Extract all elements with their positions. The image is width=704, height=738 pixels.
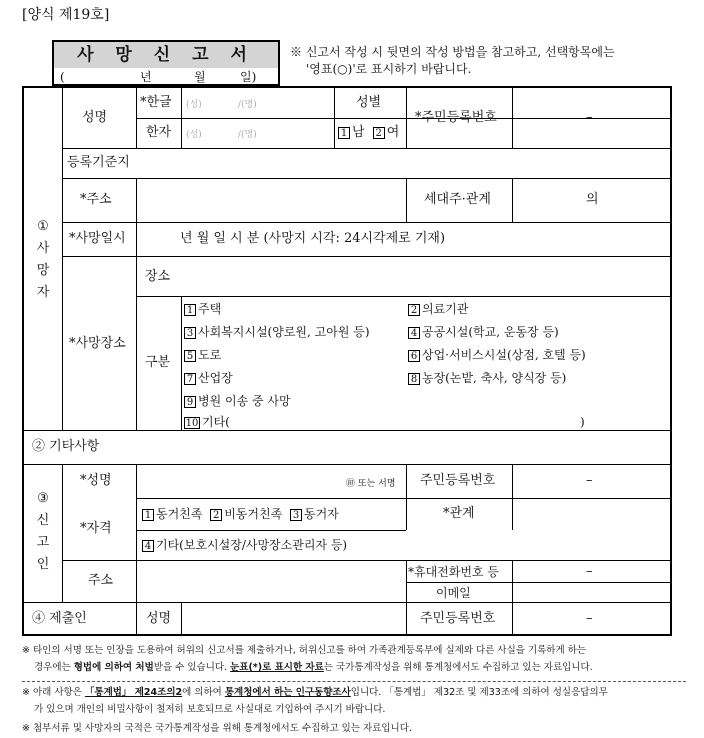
- phone-dash: –: [586, 564, 593, 579]
- death-time-input[interactable]: [138, 224, 670, 255]
- head-of-household-label: 세대주·관계: [424, 192, 491, 207]
- reporter-rrn-label: 주민등록번호: [420, 473, 496, 488]
- form-title: 사 망 신 고 서: [54, 42, 278, 68]
- form-table: [22, 86, 672, 636]
- qual-option-4[interactable]: 4 기타(보호시설장/사망장소관리자 등): [142, 537, 347, 553]
- reporter-address-label: 주소: [88, 573, 114, 588]
- head-of-household-input[interactable]: [514, 180, 670, 221]
- name-label: 성명: [82, 110, 108, 125]
- submitter-name-label: 성명: [146, 611, 172, 626]
- submitter-rrn-input[interactable]: [514, 604, 670, 635]
- submitter-label: ④ 제출인: [32, 611, 87, 626]
- place-option-6[interactable]: 6 상업·서비스시설(상점, 호텔 등): [408, 347, 586, 363]
- qual-option-1[interactable]: 1 동거친족: [142, 507, 202, 521]
- place-option-1[interactable]: 1 주택: [184, 301, 221, 317]
- address-input[interactable]: [138, 180, 404, 221]
- place-input[interactable]: [183, 258, 670, 295]
- section-deceased-label: ① 사 망 자: [36, 219, 50, 300]
- place-option-8[interactable]: 8 농장(논밭, 축사, 양식장 등): [408, 370, 566, 386]
- place-label: 장소: [145, 269, 171, 284]
- death-time-text: 년 월 일 시 분 (사망지 시각: 24시각제로 기재): [180, 231, 446, 246]
- date-month: 월: [194, 70, 206, 84]
- qual-option-3[interactable]: 3 동거자: [290, 507, 339, 521]
- footer-note-1: ※ 타인의 서명 또는 인장을 도용하여 허위의 신고서를 제출하거나, 허위신고를 하여 가족관계등록부에 실제와 다른 사실을 기록하게 하는 경우에는 형법에 의하여 처벌받을 수 있습니다. 눈표(*)로 표시한 자료는 국가통계작성을 위해 통계청에서도 수집하고 있는 자료입니다.: [22, 645, 593, 673]
- sex-options: [338, 125, 399, 141]
- reporter-name-input[interactable]: [138, 466, 338, 497]
- other-matters-input[interactable]: [138, 432, 670, 463]
- form-number: [양식 제19호]: [22, 7, 110, 23]
- date-paren-open: (: [60, 70, 65, 84]
- place-option-2[interactable]: 2 의료기관: [408, 301, 468, 317]
- other-matters-label: ② 기타사항: [32, 439, 100, 454]
- hangul-label: *한글: [140, 95, 172, 110]
- reporter-rrn-dash: –: [586, 473, 593, 488]
- head-suffix: 의: [586, 192, 599, 207]
- date-day: 일): [240, 70, 257, 84]
- reporter-name-label: *성명: [80, 473, 112, 488]
- sign-hint: ㊞ 또는 서명: [346, 479, 396, 489]
- rrn-label: *주민등록번호: [415, 110, 497, 125]
- hanja-surname-placeholder: (성): [186, 130, 202, 140]
- other-close-paren: ): [580, 415, 585, 429]
- title-date: [54, 68, 278, 86]
- title-box: [52, 40, 280, 86]
- registry-input[interactable]: [138, 150, 670, 177]
- submitter-rrn-dash: –: [586, 611, 593, 626]
- hanja-name-input[interactable]: [183, 120, 333, 147]
- hanja-given-placeholder: /(명): [238, 130, 257, 140]
- place-option-5[interactable]: 5 도로: [184, 347, 221, 363]
- sex-male-label: 남: [352, 125, 365, 140]
- email-label: 이메일: [436, 586, 471, 600]
- footer-divider: [22, 681, 686, 682]
- email-input[interactable]: [514, 584, 670, 601]
- relation-input[interactable]: [514, 500, 670, 529]
- relation-label: *관계: [443, 506, 475, 521]
- qual-option-2[interactable]: 2 비동거친족: [210, 507, 282, 521]
- death-time-label: *사망일시: [69, 231, 126, 246]
- phone-label: *휴대전화번호 등: [408, 565, 499, 579]
- submitter-rrn-label: 주민등록번호: [420, 611, 496, 626]
- sex-female-checkbox[interactable]: 2: [373, 127, 385, 139]
- hangul-given-placeholder: /(명): [238, 100, 257, 110]
- deceased-rrn-input[interactable]: [514, 90, 670, 146]
- notice-line-1: ※ 신고서 작성 시 뒷면의 작성 방법을 참고하고, 선택항목에는: [290, 45, 615, 59]
- rrn-dash: –: [586, 110, 593, 125]
- notice-line-2: '영표(○)'로 표시하기 바랍니다.: [306, 62, 472, 76]
- category-label: 구분: [145, 355, 171, 370]
- hanja-label: 한자: [146, 125, 172, 140]
- footer-note-2: ※ 아래 사항은 「통계법」 제24조의2에 의하여 통계청에서 하는 인구동향조사입니다. 「통계법」 제32조 및 제33조에 의하여 성실응답의무 가 있으며 개인의 비밀사항이 철저히 보호되므로 사실대로 기입하여 주시기 바랍니다.: [22, 687, 608, 715]
- registry-label: 등록기준지: [67, 155, 130, 170]
- sex-label: 성별: [356, 95, 382, 110]
- place-option-9[interactable]: 9 병원 이송 중 사망: [184, 393, 291, 409]
- hangul-surname-placeholder: (성): [186, 100, 202, 110]
- qualification-options: [142, 506, 339, 522]
- submitter-name-input[interactable]: [183, 604, 404, 635]
- place-option-4[interactable]: 4 공공시설(학교, 운동장 등): [408, 324, 559, 340]
- hangul-name-input[interactable]: [183, 90, 333, 117]
- place-option-7[interactable]: 7 산업장: [184, 370, 233, 386]
- reporter-address-input[interactable]: [138, 562, 404, 601]
- date-year: 년: [140, 70, 152, 84]
- reporter-rrn-input[interactable]: [514, 466, 670, 497]
- section-reporter-label: ③ 신 고 인: [36, 491, 50, 572]
- sex-male-checkbox[interactable]: 1: [338, 127, 350, 139]
- place-option-3[interactable]: 3 사회복지시설(양로원, 고아원 등): [184, 324, 370, 340]
- place-option-10[interactable]: 10 기타(: [185, 415, 230, 429]
- sex-female-label: 여: [386, 125, 400, 140]
- instruction-note: [290, 44, 682, 78]
- footer-note-3: ※ 첨부서류 및 사망자의 국적은 국가통계작성을 위해 통계청에서도 수집하고 있는 자료입니다.: [22, 723, 412, 734]
- phone-input[interactable]: [514, 562, 670, 581]
- qualification-label: *자격: [80, 521, 112, 536]
- death-place-label: *사망장소: [69, 336, 126, 351]
- address-label: *주소: [80, 192, 112, 207]
